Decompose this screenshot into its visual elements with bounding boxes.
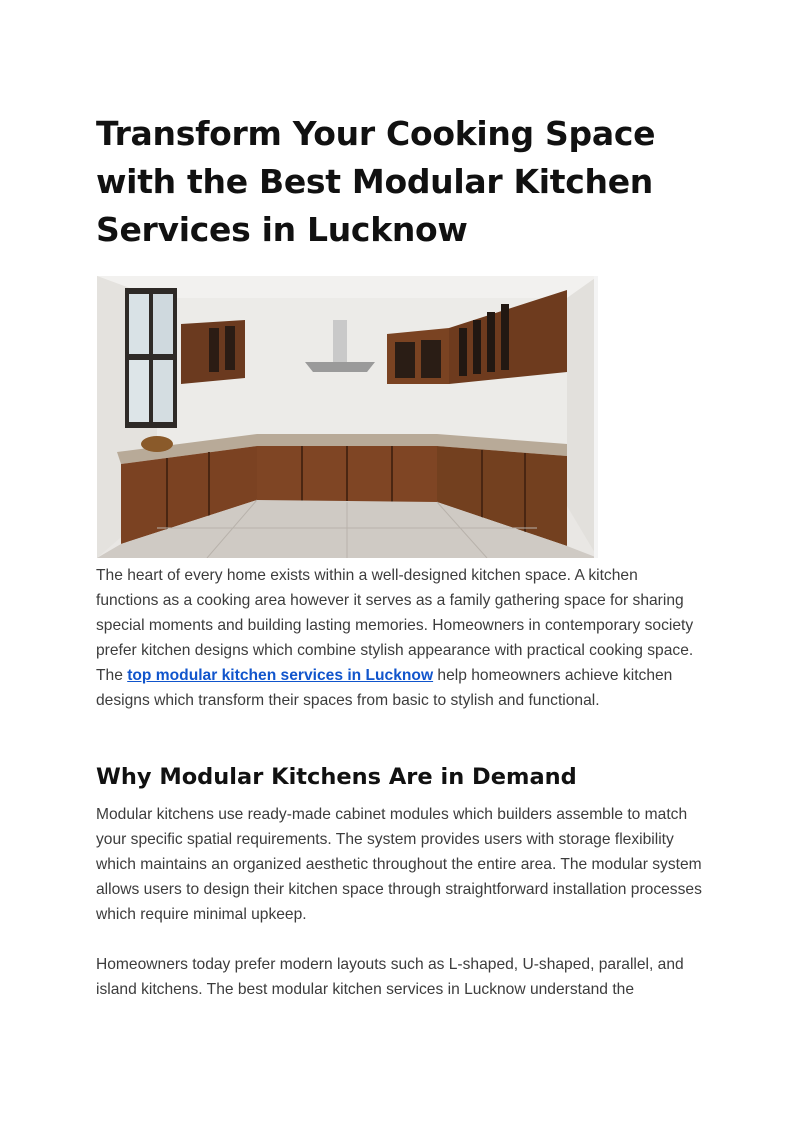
modular-kitchen-services-link[interactable]: top modular kitchen services in Lucknow	[127, 667, 434, 684]
kitchen-illustration	[97, 276, 598, 558]
intro-paragraph	[96, 563, 702, 713]
section-heading-demand: Why Modular Kitchens Are in Demand	[96, 764, 577, 790]
kitchen-hero-image	[97, 276, 598, 558]
intro-text-before-link: The heart of every home exists within a well-designed kitchen space. A kitchen functions as a cooking area however it serves as a family gathering space for sharing special moments and building lasting memories. Homeowners in contemporary society prefer kitchen designs which combine stylish appearance with practical cooking space. The	[96, 567, 694, 684]
intro-text-after-link: help homeowners achieve kitchen designs which transform their spaces from basic to stylish and functional.	[96, 667, 673, 709]
section-paragraph-2: Homeowners today prefer modern layouts such as L-shaped, U-shaped, parallel, and island kitchens. The best modular kitchen services in Lucknow understand the	[96, 956, 684, 998]
section-paragraph-1: Modular kitchens use ready-made cabinet modules which builders assemble to match your specific spatial requirements. The system provides users with storage flexibility which maintains an organized aesthetic throughout the entire area. The modular system allows users to design their kitchen space through straightforward installation processes which require minimal upkeep.	[96, 806, 702, 923]
page-title: Transform Your Cooking Space with the Best Modular Kitchen Services in Lucknow	[96, 114, 656, 249]
